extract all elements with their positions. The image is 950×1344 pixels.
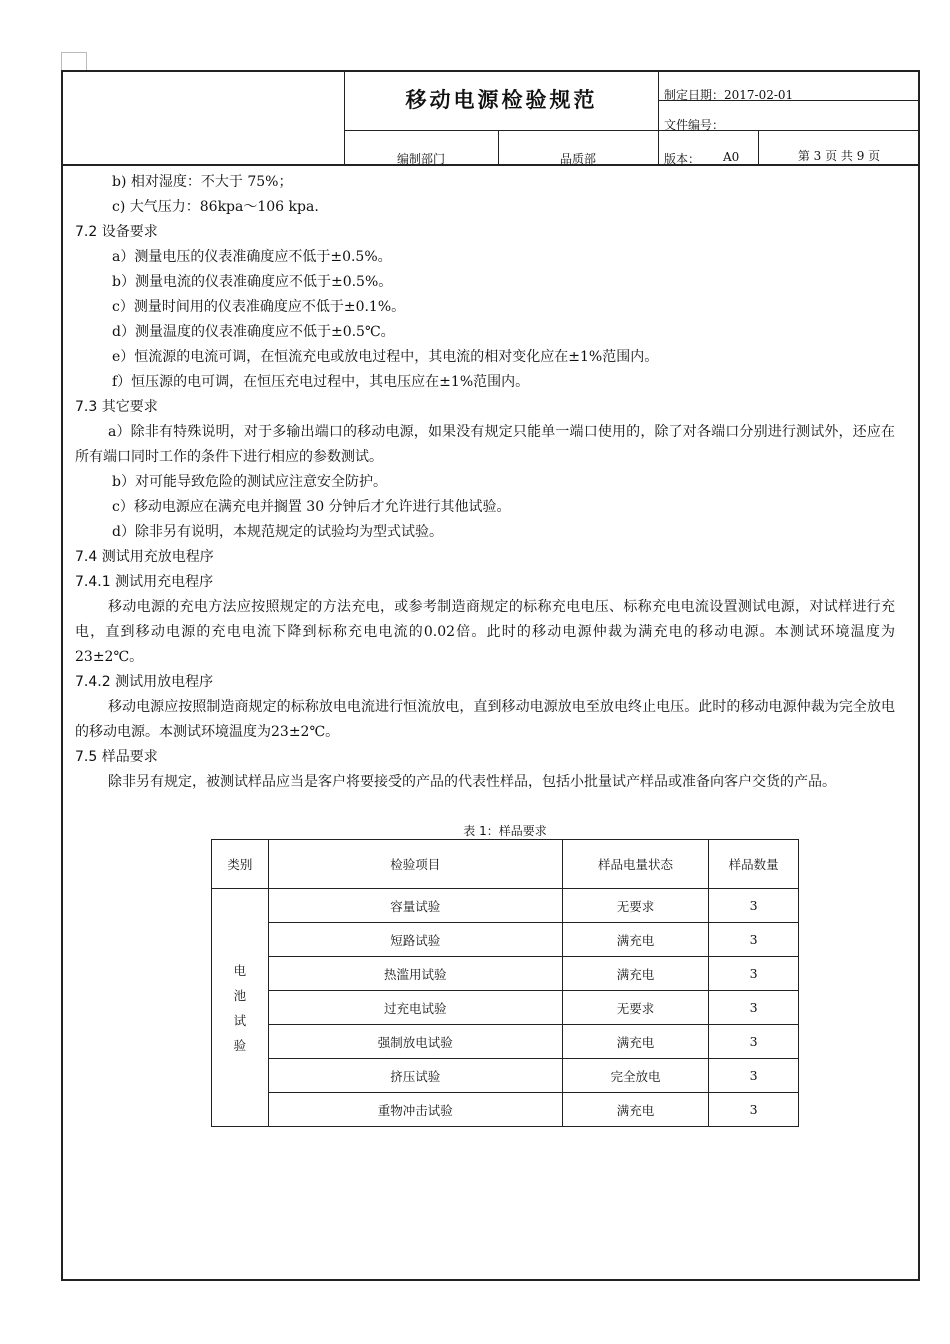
header-divider xyxy=(658,70,659,165)
page-info: 第 3 页 共 9 页 xyxy=(797,149,881,163)
charge-state: 无要求 xyxy=(562,991,709,1025)
list-item: e）恒流源的电流可调，在恒流充电或放电过程中，其电流的相对变化应在±1%范围内。 xyxy=(112,349,659,365)
list-item: d）测量温度的仪表准确度应不低于±0.5℃。 xyxy=(112,324,395,340)
sample-quantity: 3 xyxy=(709,1059,799,1093)
table-row xyxy=(212,991,799,1025)
table-row xyxy=(212,923,799,957)
charge-state: 满充电 xyxy=(562,923,709,957)
section-7-4-heading: 7.4 测试用充放电程序 xyxy=(75,549,214,565)
list-item: d）除非另有说明，本规范规定的试验均为型式试验。 xyxy=(112,524,443,540)
sample-quantity: 3 xyxy=(709,889,799,923)
charge-state: 无要求 xyxy=(562,889,709,923)
issue-date: 制定日期：2017-02-01 xyxy=(664,88,794,102)
table-row xyxy=(212,889,799,923)
test-item: 容量试验 xyxy=(268,889,562,923)
discharge-procedure-paragraph: 移动电源应按照制造商规定的标称放电电流进行恒流放电，直到移动电源放电至放电终止电压。此时的移动电源仲裁为完全放电的移动电源。本测试环境温度为23±2℃。 xyxy=(75,699,895,740)
test-item: 短路试验 xyxy=(268,923,562,957)
document-title: 移动电源检验规范 xyxy=(405,88,598,112)
list-item: f）恒压源的电可调，在恒压充电过程中，其电压应在±1%范围内。 xyxy=(112,374,530,390)
list-item: a）除非有特殊说明，对于多输出端口的移动电源，如果没有规定只能单一端口使用的，除了对各端口分别进行测试外，还应在所有端口同时工作的条件下进行相应的参数测试。 xyxy=(75,424,895,465)
table-caption: 表 1：样品要求 xyxy=(463,824,547,838)
section-7-3-heading: 7.3 其它要求 xyxy=(75,399,158,415)
sample-requirement-paragraph: 除非另有规定，被测试样品应当是客户将要接受的产品的代表性样品，包括小批量试产样品或准备向客户交货的产品。 xyxy=(108,774,836,790)
list-item: b）测量电流的仪表准确度应不低于±0.5%。 xyxy=(112,274,393,290)
section-7-4-2-heading: 7.4.2 测试用放电程序 xyxy=(75,674,214,690)
test-item: 过充电试验 xyxy=(268,991,562,1025)
list-item: c）测量时间用的仪表准确度应不低于±0.1%。 xyxy=(112,299,406,315)
sample-quantity: 3 xyxy=(709,1093,799,1127)
table-row xyxy=(212,1093,799,1127)
env-humidity: b) 相对湿度：不大于 75%； xyxy=(112,174,293,190)
section-7-4-1-heading: 7.4.1 测试用充电程序 xyxy=(75,574,214,590)
charge-state: 完全放电 xyxy=(562,1059,709,1093)
table-header-row xyxy=(212,840,799,889)
sample-requirements-table xyxy=(211,839,799,1127)
env-pressure: c) 大气压力：86kpa～106 kpa. xyxy=(112,199,319,215)
category-char: 验 xyxy=(233,1037,247,1053)
category-cell xyxy=(212,889,269,1127)
table-row xyxy=(212,957,799,991)
category-char: 池 xyxy=(233,987,247,1003)
section-7-2-heading: 7.2 设备要求 xyxy=(75,224,158,240)
department-value: 品质部 xyxy=(559,152,596,166)
list-item: b）对可能导致危险的测试应注意安全防护。 xyxy=(112,474,387,490)
version-value: A0 xyxy=(723,150,740,164)
document-number-label: 文件编号： xyxy=(664,118,725,132)
test-item: 重物冲击试验 xyxy=(268,1093,562,1127)
table-row xyxy=(212,1025,799,1059)
column-header: 类别 xyxy=(212,840,269,889)
sample-quantity: 3 xyxy=(709,991,799,1025)
charge-state: 满充电 xyxy=(562,1093,709,1127)
sample-quantity: 3 xyxy=(709,1025,799,1059)
page-corner-mark xyxy=(61,52,87,70)
department-label: 编制部门 xyxy=(396,152,445,166)
version-label: 版本： xyxy=(664,152,701,166)
list-item: c）移动电源应在满充电并搁置 30 分钟后才允许进行其他试验。 xyxy=(112,499,511,515)
header-divider xyxy=(344,130,920,131)
section-7-5-heading: 7.5 样品要求 xyxy=(75,749,158,765)
sample-quantity: 3 xyxy=(709,923,799,957)
test-item: 挤压试验 xyxy=(268,1059,562,1093)
charge-state: 满充电 xyxy=(562,1025,709,1059)
column-header: 检验项目 xyxy=(268,840,562,889)
list-item: a）测量电压的仪表准确度应不低于±0.5%。 xyxy=(112,249,392,265)
charge-procedure-paragraph: 移动电源的充电方法应按照规定的方法充电，或参考制造商规定的标称充电电压、标称充电电流设置测试电源，对试样进行充电，直到移动电源的充电电流下降到标称充电电流的0.02倍。此时的移动电源仲裁为满充电的移动电源。本测试环境温度为23±2℃。 xyxy=(75,599,895,665)
charge-state: 满充电 xyxy=(562,957,709,991)
test-item: 强制放电试验 xyxy=(268,1025,562,1059)
test-item: 热滥用试验 xyxy=(268,957,562,991)
category-char: 电 xyxy=(233,962,247,978)
category-char: 试 xyxy=(233,1012,247,1028)
column-header: 样品电量状态 xyxy=(562,840,709,889)
document-body xyxy=(75,170,895,795)
sample-quantity: 3 xyxy=(709,957,799,991)
column-header: 样品数量 xyxy=(709,840,799,889)
table-row xyxy=(212,1059,799,1093)
